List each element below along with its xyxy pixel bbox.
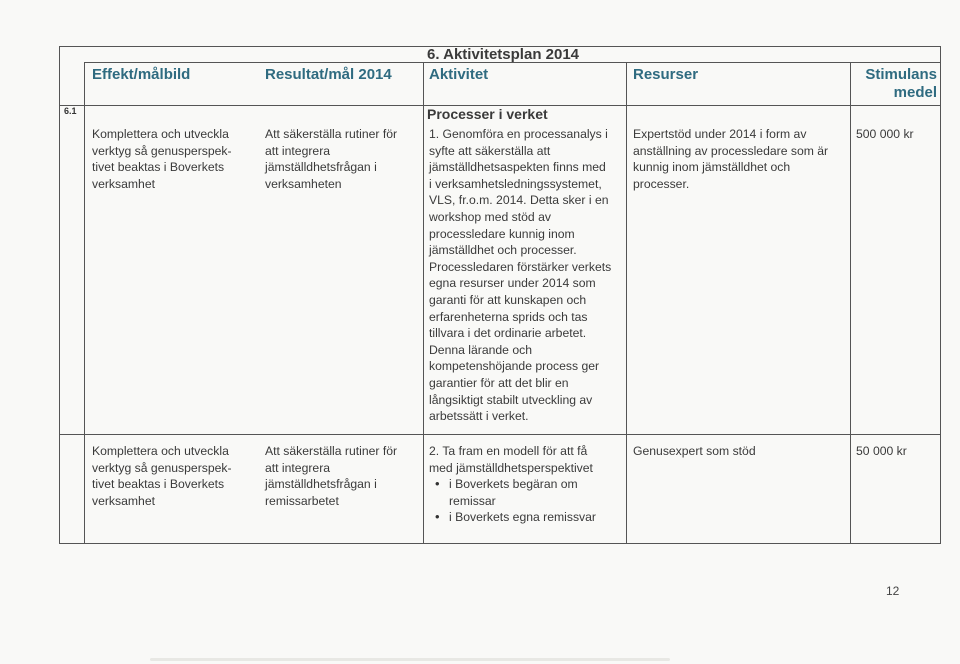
col-line-2 — [423, 62, 424, 544]
row-divider — [59, 434, 941, 435]
row2-stimulans: 50 000 kr — [856, 444, 907, 458]
row1-stimulans: 500 000 kr — [856, 127, 914, 141]
col-line-1 — [84, 62, 85, 544]
row1-resurser-line: processer. — [633, 176, 690, 191]
row2-resultat-line: Att säkerställa rutiner för — [265, 444, 398, 458]
row1-aktivitet-line: processledare kunnig inom — [429, 226, 575, 241]
row1-aktivitet-line: i verksamhetsledningssystemet, — [429, 176, 602, 191]
row1-effekt-line: verksamhet — [92, 176, 155, 191]
row1-aktivitet — [429, 126, 611, 425]
row2-resultat — [265, 443, 397, 509]
row1-aktivitet-line: garantier för att det blir en — [429, 375, 569, 390]
row1-aktivitet-line: tillvara i det ordinarie arbetet. — [429, 326, 587, 341]
row1-aktivitet-line: Denna lärande och — [429, 342, 532, 357]
row2-resultat-line: jämställdhetsfrågan i — [265, 477, 377, 492]
row1-aktivitet-line: erfarenheterna sprids och tas — [429, 309, 588, 324]
row1-resultat-line: att integrera — [265, 143, 331, 158]
row2-resultat-line: att integrera — [265, 460, 331, 475]
section-number: 6.1 — [64, 106, 77, 116]
row1-aktivitet-line: garanti för att kunskapen och — [429, 292, 587, 307]
header-stimulans-line2: medel — [893, 84, 937, 101]
row1-aktivitet-line: kompetenshöjande process ger — [429, 359, 600, 374]
row2-aktivitet-bullets — [429, 476, 596, 526]
list-item — [429, 476, 596, 509]
row2-resurser — [633, 443, 756, 460]
row1-resurser-line: anställning av processledare som är — [633, 143, 829, 158]
bullet-line: • i Boverkets begäran om — [449, 477, 578, 492]
row2-effekt — [92, 443, 232, 509]
row2-effekt-line: Komplettera och utveckla — [92, 444, 229, 458]
row1-resurser-line: Expertstöd under 2014 i form av — [633, 127, 807, 141]
scan-artifact — [150, 658, 670, 661]
header-stimulans — [853, 66, 937, 102]
row1-aktivitet-line: Processledaren förstärker verkets — [429, 259, 612, 274]
row1-aktivitet-line: arbetssätt i verket. — [429, 409, 529, 424]
row1-effekt-line: tivet beaktas i Boverkets — [92, 160, 225, 175]
page-number: 12 — [886, 584, 900, 598]
row1-aktivitet-line: syfte att säkerställa att — [429, 143, 551, 158]
row1-resultat-line: verksamheten — [265, 176, 342, 191]
row2-resurser-line: Genusexpert som stöd — [633, 444, 756, 458]
row2-effekt-line: verksamhet — [92, 493, 155, 508]
bullet-line: • i Boverkets egna remissvar — [449, 510, 596, 525]
header-effekt: Effekt/målbild — [92, 66, 191, 83]
col-line-3 — [626, 62, 627, 544]
row1-effekt-line: verktyg så genusperspek- — [92, 143, 232, 158]
row1-aktivitet-line: egna resurser under 2014 som — [429, 276, 596, 291]
row2-aktivitet — [429, 443, 596, 526]
row1-aktivitet-line: jämställdhet och processer. — [429, 243, 577, 258]
row1-resultat — [265, 126, 397, 192]
table-border-bottom — [59, 543, 941, 544]
row2-resultat-line: remissarbetet — [265, 493, 339, 508]
row1-resultat-line: Att säkerställa rutiner för — [265, 127, 398, 141]
row1-aktivitet-line: VLS, fr.o.m. 2014. Detta sker i en — [429, 193, 609, 208]
row1-aktivitet-line: jämställdhetsaspekten finns med — [429, 160, 606, 175]
row1-aktivitet-line: långsiktigt stabilt utveckling av — [429, 392, 593, 407]
table-border-left — [59, 46, 60, 544]
row1-resultat-line: jämställdhetsfrågan i — [265, 160, 377, 175]
list-item — [429, 509, 596, 526]
section-title: Processer i verket — [427, 106, 548, 122]
row1-effekt — [92, 126, 232, 192]
row1-resurser — [633, 126, 828, 192]
header-resurser: Resurser — [633, 66, 699, 83]
row1-resurser-line: kunnig inom jämställdhet och — [633, 160, 791, 175]
row1-aktivitet-line: 1. Genomföra en processanalys i — [429, 127, 608, 141]
row2-effekt-line: tivet beaktas i Boverkets — [92, 477, 225, 492]
col-line-4 — [850, 62, 851, 544]
table-border-right — [940, 46, 941, 544]
row1-effekt-line: Komplettera och utveckla — [92, 127, 229, 141]
activity-plan-table — [59, 46, 941, 544]
bullet-line: remissar — [449, 493, 496, 508]
header-aktivitet: Aktivitet — [429, 66, 489, 83]
row2-aktivitet-line: 2. Ta fram en modell för att få — [429, 444, 588, 458]
row2-aktivitet-line: med jämställdhetsperspektivet — [429, 460, 593, 475]
row1-aktivitet-line: workshop med stöd av — [429, 209, 551, 224]
header-stimulans-line1: Stimulans — [865, 66, 937, 83]
header-resultat: Resultat/mål 2014 — [265, 66, 392, 83]
row2-effekt-line: verktyg så genusperspek- — [92, 460, 232, 475]
plan-title: 6. Aktivitetsplan 2014 — [427, 46, 580, 63]
